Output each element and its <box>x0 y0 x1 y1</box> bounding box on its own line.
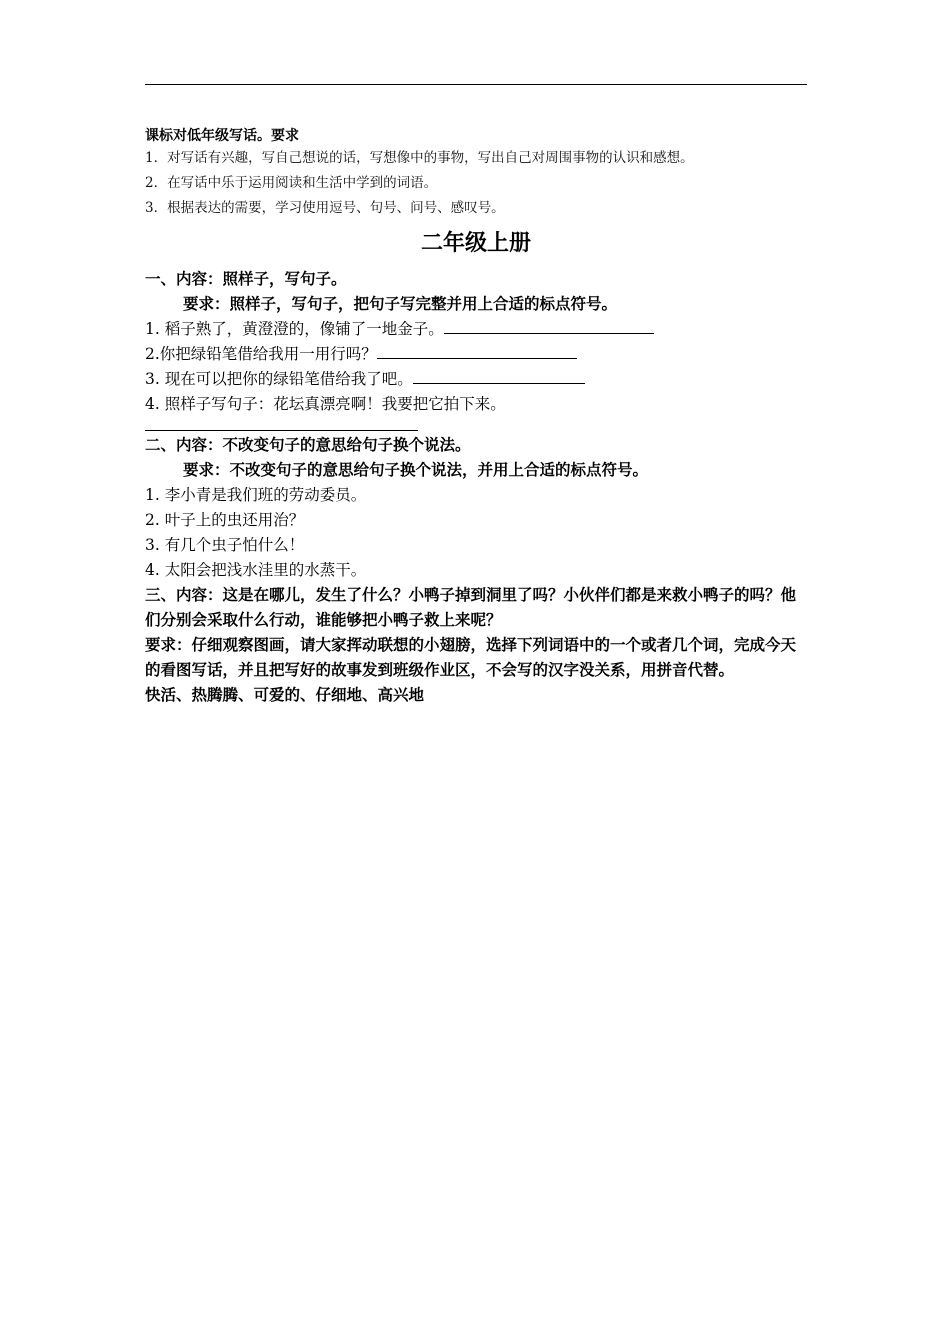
section1-item-text: 2.你把绿铅笔借给我用一用行吗？ <box>145 345 377 363</box>
standards-item: 2．在写话中乐于运用阅读和生活中学到的词语。 <box>145 175 438 191</box>
section1-heading: 一、内容：照样子，写句子。 <box>145 270 347 288</box>
answer-blank[interactable] <box>145 417 418 431</box>
answer-blank[interactable] <box>444 317 654 334</box>
section2-requirement: 要求：不改变句子的意思给句子换个说法，并用上合适的标点符号。 <box>183 461 649 479</box>
section1-item-text: 4. 照样子写句子：花坛真漂亮啊！我要把它拍下来。 <box>145 395 506 413</box>
section1-item <box>145 342 807 367</box>
section1-item-text: 1. 稻子熟了，黄澄澄的，像铺了一地金子。 <box>145 320 444 338</box>
document-body <box>145 126 807 708</box>
section3-word-list: 快活、热腾腾、可爱的、仔细地、高兴地 <box>145 686 425 704</box>
section3-content: 三、内容：这是在哪儿，发生了什么？小鸭子掉到洞里了吗？小伙伴们都是来救小鸭子的吗？他们分别会采取什么行动，谁能够把小鸭子救上来呢？ <box>145 586 797 629</box>
section1-item <box>145 317 807 342</box>
section2-item: 3. 有几个虫子怕什么！ <box>145 536 305 554</box>
standards-item: 3．根据表达的需要，学习使用逗号、句号、问号、感叹号。 <box>145 200 505 216</box>
standards-heading: 课标对低年级写话。要求 <box>145 128 299 144</box>
section2-item: 4. 太阳会把浅水洼里的水蒸干。 <box>145 561 367 579</box>
section1-item-text: 3. 现在可以把你的绿铅笔借给我了吧。 <box>145 370 413 388</box>
section2-heading: 二、内容：不改变句子的意思给句子换个说法。 <box>145 436 471 454</box>
section2-item: 1. 李小青是我们班的劳动委员。 <box>145 486 367 504</box>
section3-requirement: 要求：仔细观察图画，请大家挥动联想的小翅膀，选择下列词语中的一个或者几个词，完成今天的看图写话，并且把写好的故事发到班级作业区，不会写的汉字没关系，用拼音代替。 <box>145 636 797 679</box>
section1-item <box>145 367 807 392</box>
grade-title: 二年级上册 <box>420 231 531 256</box>
section1-item <box>145 392 807 417</box>
section1-requirement: 要求：照样子，写句子，把句子写完整并用上合适的标点符号。 <box>183 295 618 313</box>
answer-blank[interactable] <box>413 367 585 384</box>
answer-blank[interactable] <box>377 342 577 359</box>
standards-item: 1．对写话有兴趣，写自己想说的话，写想像中的事物，写出自己对周围事物的认识和感想。 <box>145 150 694 166</box>
section2-item: 2. 叶子上的虫还用治？ <box>145 511 305 529</box>
header-rule <box>145 84 807 85</box>
